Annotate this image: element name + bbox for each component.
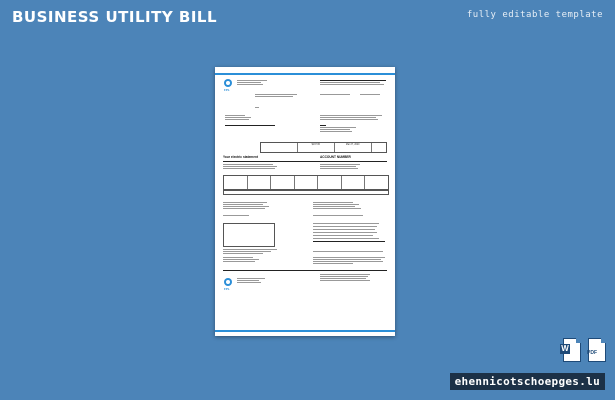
summary-cell <box>372 143 386 152</box>
due-date-value: Mar 27, 2020 <box>345 144 360 146</box>
pdf-badge: PDF <box>587 350 597 356</box>
word-badge: W <box>561 344 569 353</box>
statement-title: Your electric statement <box>223 155 259 159</box>
amount-due-cell <box>298 143 335 152</box>
company-footer: FPL <box>224 287 230 291</box>
page-title: BUSINESS UTILITY BILL <box>12 8 218 26</box>
summary-cell <box>261 143 298 152</box>
word-file-icon <box>560 338 580 362</box>
brand-short: FPL <box>224 88 230 92</box>
footer-logo-icon <box>224 278 232 286</box>
pdf-file-icon <box>585 338 605 362</box>
website-label: ehennicotschoepges.lu <box>450 373 605 390</box>
tagline: fully editable template <box>466 10 603 20</box>
account-number-label: ACCOUNT NUMBER <box>320 155 351 159</box>
amount-due-value: $197.95 <box>311 144 320 146</box>
utility-logo-icon <box>224 79 232 87</box>
bill-document <box>215 67 395 336</box>
bottom-rule <box>215 330 395 332</box>
top-rule <box>215 73 395 75</box>
format-icons <box>560 338 605 362</box>
due-date-cell <box>335 143 372 152</box>
